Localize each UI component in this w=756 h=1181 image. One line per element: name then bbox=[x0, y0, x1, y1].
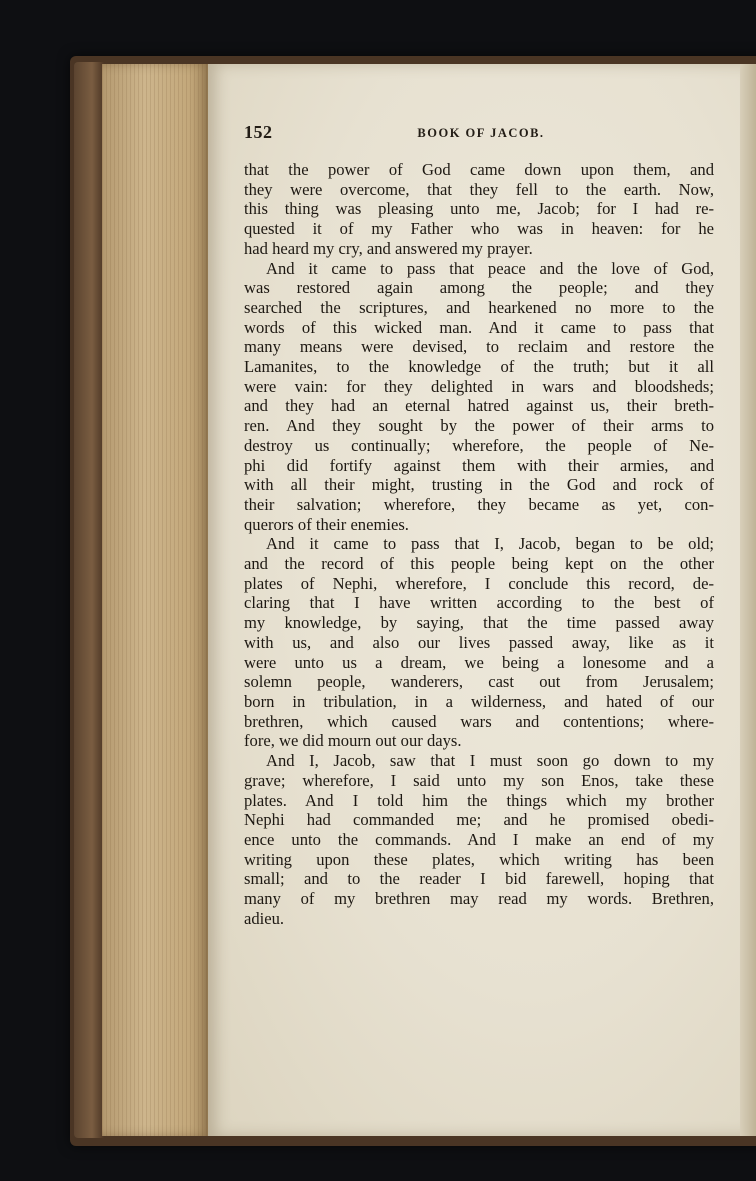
paragraph bbox=[244, 534, 714, 751]
text-line: and they had an eternal hatred against us, their breth- bbox=[244, 396, 714, 416]
text-line: that the power of God came down upon them, and bbox=[244, 160, 714, 179]
text-line: destroy us continually; wherefore, the people of Ne- bbox=[244, 435, 714, 455]
text-line: were unto us a dream, we being a lonesome and a bbox=[244, 652, 714, 672]
text-line: many of my brethren may read my words. Brethren, bbox=[244, 889, 714, 909]
text-line: adieu. bbox=[244, 908, 285, 928]
text-line: and the record of this people being kept on the other bbox=[244, 554, 714, 574]
text-line: brethren, which caused wars and contentions; where- bbox=[244, 711, 714, 731]
text-line: with all their might, trusting in the God and rock of bbox=[244, 475, 714, 495]
text-line: my knowledge, by saying, that the time passed away bbox=[244, 613, 714, 633]
page-header bbox=[244, 122, 718, 146]
text-line: phi did fortify against them with their armies, and bbox=[244, 455, 714, 475]
text-line: many means were devised, to reclaim and restore the bbox=[244, 337, 714, 357]
text-line: And I, Jacob, saw that I must soon go down to my bbox=[266, 751, 714, 771]
paragraph bbox=[244, 751, 714, 928]
page-number: 152 bbox=[244, 122, 273, 142]
text-line: small; and to the reader I bid farewell, hoping that bbox=[244, 869, 714, 889]
body-text bbox=[244, 160, 714, 928]
text-line: words of this wicked man. And it came to pass that bbox=[244, 317, 714, 337]
paragraph bbox=[244, 160, 714, 259]
running-title: BOOK OF JACOB. bbox=[417, 126, 545, 140]
text-line: born in tribulation, in a wilderness, and hated of our bbox=[244, 691, 714, 711]
text-line: Lamanites, to the knowledge of the truth; but it all bbox=[244, 357, 714, 377]
text-line: And it came to pass that peace and the love of God, bbox=[266, 258, 714, 278]
text-line: ren. And they sought by the power of their arms to bbox=[244, 416, 714, 436]
text-line: searched the scriptures, and hearkened no more to the bbox=[244, 297, 714, 317]
text-line: Nephi had commanded me; and he promised obedi- bbox=[244, 810, 714, 830]
book-spine-edge bbox=[74, 62, 104, 1138]
text-line: ence unto the commands. And I make an end of my bbox=[244, 829, 714, 849]
text-line: fore, we did mourn out our days. bbox=[244, 731, 462, 751]
page-block-edge bbox=[102, 64, 210, 1136]
text-line: their salvation; wherefore, they became as yet, con- bbox=[244, 494, 714, 514]
text-line: they were overcome, that they fell to the earth. Now, bbox=[244, 179, 714, 199]
page-fore-edge bbox=[740, 64, 756, 1136]
text-line: solemn people, wanderers, cast out from Jerusalem; bbox=[244, 672, 714, 692]
text-line: claring that I have written according to the best of bbox=[244, 593, 714, 613]
paragraph bbox=[244, 259, 714, 535]
text-line: quested it of my Father who was in heaven: for he bbox=[244, 219, 714, 239]
text-line: with us, and also our lives passed away, like as it bbox=[244, 632, 714, 652]
text-line: was restored again among the people; and they bbox=[244, 278, 714, 298]
text-line: this thing was pleasing unto me, Jacob; for I had re- bbox=[244, 199, 714, 219]
text-line: grave; wherefore, I said unto my son Enos, take these bbox=[244, 770, 714, 790]
text-line: writing upon these plates, which writing has been bbox=[244, 849, 714, 869]
text-line: And it came to pass that I, Jacob, began to be old; bbox=[266, 534, 714, 554]
text-line: were vain: for they delighted in wars and bloodsheds; bbox=[244, 376, 714, 396]
text-line: plates. And I told him the things which my brother bbox=[244, 790, 714, 810]
text-line: querors of their enemies. bbox=[244, 514, 409, 534]
text-line: plates of Nephi, wherefore, I conclude this record, de- bbox=[244, 573, 714, 593]
text-line: had heard my cry, and answered my prayer. bbox=[244, 238, 533, 258]
